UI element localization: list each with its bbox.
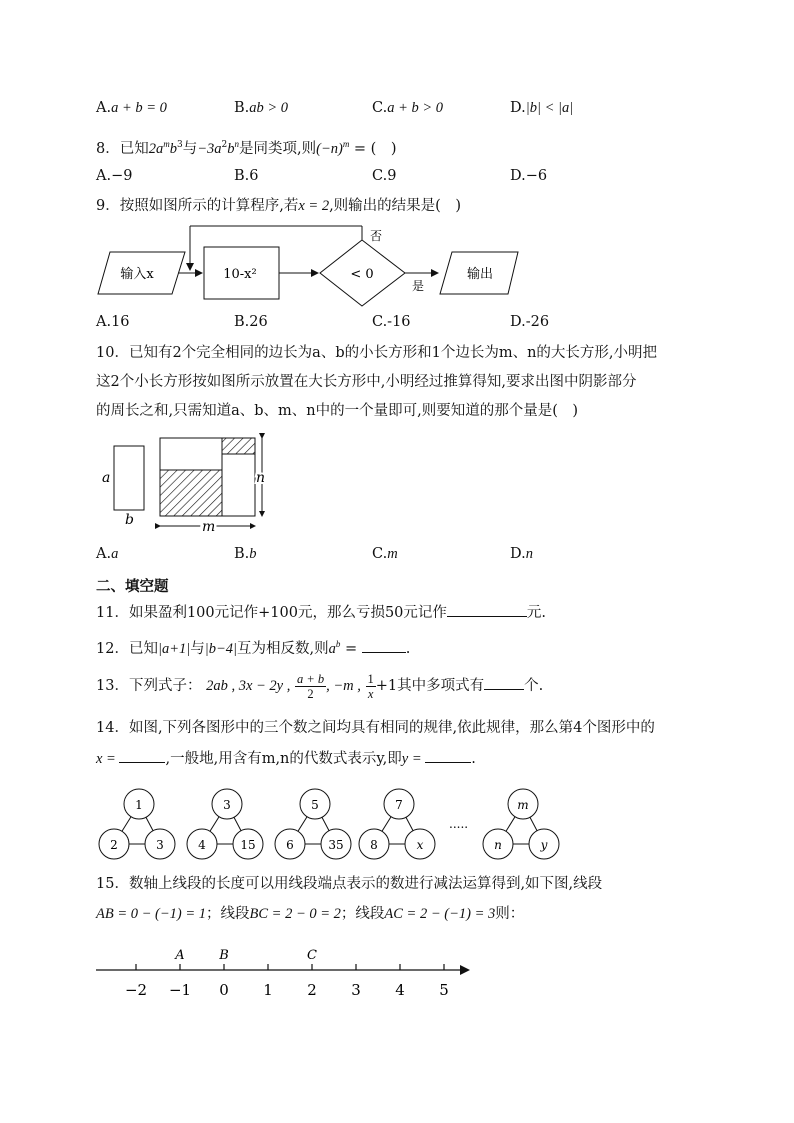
flow-input-label: 输入x xyxy=(120,267,154,282)
q10-figure xyxy=(96,432,276,540)
q13-answer-blank[interactable] xyxy=(484,675,524,690)
circle-value-left: 8 xyxy=(370,838,378,852)
circle-value-left: 4 xyxy=(198,838,206,852)
q7-option-d: D.|b| < |a| xyxy=(510,100,574,116)
axis-tick-label: −1 xyxy=(168,981,192,999)
q15-stem-line1: 15．数轴上线段的长度可以用线段端点表示的数进行减法运算得到,如下图,线段 xyxy=(96,876,603,892)
circle-value-right: x xyxy=(416,838,424,852)
triangle-figure-2 xyxy=(187,789,263,859)
flow-no-label: 否 xyxy=(369,229,383,243)
inner-vertical-rect xyxy=(222,454,255,516)
q10-option-a: A.a xyxy=(96,546,119,562)
q8-stem: 8．已知$2a^mb^3$与$-3a^2b^n$是同类项,则$(-n)^m$ = ( ) xyxy=(96,139,397,157)
circle-value-left: 2 xyxy=(110,838,118,852)
q7-option-c: C.a + b > 0 xyxy=(372,100,444,116)
q15-number-line xyxy=(94,940,474,1004)
small-rectangle xyxy=(114,446,144,510)
label-b: b xyxy=(125,512,134,528)
label-a: a xyxy=(102,470,111,486)
circle-value-top: 5 xyxy=(311,798,319,812)
q7-option-b: B.ab > 0 xyxy=(234,100,289,116)
q8-option-d: D.−6 xyxy=(510,168,548,184)
circle-value-top: 1 xyxy=(135,798,143,812)
q8-option-c: C.9 xyxy=(372,168,397,184)
q9-option-c: C.-16 xyxy=(372,314,411,330)
circle-value-top: m xyxy=(517,798,529,812)
q12-answer-blank[interactable] xyxy=(362,638,406,653)
q10-option-c: C.m xyxy=(372,546,398,562)
q8-option-a: A.−9 xyxy=(96,168,133,184)
q9-option-b: B.26 xyxy=(234,314,268,330)
point-label-c: C xyxy=(307,948,317,963)
fraction-1-over-x: $\frac{1}{x}$ xyxy=(367,671,374,701)
circle-value-left: n xyxy=(494,838,502,852)
flow-decision-label: < 0 xyxy=(350,267,374,282)
axis-tick-label: 0 xyxy=(219,981,229,999)
circle-value-left: 6 xyxy=(286,838,294,852)
flow-process-label: 10-x² xyxy=(223,267,257,282)
axis-tick-label: 5 xyxy=(439,981,449,999)
q10-stem-line1: 10．已知有2个完全相同的边长为a、b的小长方形和1个边长为m、n的大长方形,小明把 xyxy=(96,345,658,361)
triangle-figure-5 xyxy=(483,789,559,859)
q10-option-d: D.n xyxy=(510,546,533,562)
flow-output-label: 输出 xyxy=(466,267,494,282)
shaded-region-1 xyxy=(160,470,222,516)
q9-option-a: A.16 xyxy=(96,314,130,330)
q14-x-answer-blank[interactable] xyxy=(119,748,165,763)
q14-stem-line1: 14．如图,下列各图形中的三个数之间均具有相同的规律,依此规律，那么第4个图形中的 xyxy=(96,720,655,736)
circle-value-right: y xyxy=(540,838,548,852)
circle-value-right: 15 xyxy=(240,838,256,852)
axis-tick-label: 2 xyxy=(307,981,317,999)
q14-triangle-figures xyxy=(94,784,564,864)
triangle-figure-4 xyxy=(359,789,435,859)
axis-tick-label: 4 xyxy=(395,981,405,999)
axis-tick-label: 3 xyxy=(351,981,361,999)
axis-tick-label: −2 xyxy=(124,981,148,999)
fraction-a-plus-b-over-2: $\frac{a + b}{2}$ xyxy=(296,671,325,701)
point-label-b: B xyxy=(219,948,229,963)
section-title-fill-in: 二、填空题 xyxy=(96,579,169,595)
axis-tick-label: 1 xyxy=(263,981,273,999)
circle-value-right: 35 xyxy=(328,838,344,852)
q8-option-b: B.6 xyxy=(234,168,259,184)
triangle-figure-1 xyxy=(99,789,175,859)
q13-stem: 13．下列式子： 2ab , 3x − 2y , $\frac{a + b}{2}$ , −m , $\frac{1}{x}$ +1其中多项式有 个. xyxy=(96,671,544,701)
q7-option-a: A.a + b = 0 xyxy=(96,100,167,116)
point-label-a: A xyxy=(175,948,185,963)
ellipsis: ..... xyxy=(449,817,469,831)
shaded-region-2 xyxy=(222,438,255,454)
flow-yes-label: 是 xyxy=(411,279,425,293)
q10-stem-line2: 这2个小长方形按如图所示放置在大长方形中,小明经过推算得知,要求出图中阴影部分 xyxy=(96,374,637,390)
q11-answer-blank[interactable] xyxy=(447,602,527,617)
q10-stem-line3: 的周长之和,只需知道a、b、m、n中的一个量即可,则要知道的那个量是( ) xyxy=(96,403,579,419)
q14-stem-line2: x = ,一般地,用含有m,n的代数式表示y,即y = . xyxy=(96,748,476,769)
q9-flowchart xyxy=(90,220,530,310)
q15-stem-line2: AB = 0 − (−1) = 1；线段BC = 2 − 0 = 2；线段AC = 2 − (−1) = 3则： xyxy=(96,906,525,922)
q9-option-d: D.-26 xyxy=(510,314,550,330)
circle-value-right: 3 xyxy=(156,838,164,852)
q14-y-answer-blank[interactable] xyxy=(425,748,471,763)
circle-value-top: 7 xyxy=(395,798,403,812)
q10-option-b: B.b xyxy=(234,546,257,562)
label-m: m xyxy=(202,519,216,535)
q11-stem: 11．如果盈利100元记作+100元，那么亏损50元记作 元. xyxy=(96,602,546,623)
q9-stem: 9．按照如图所示的计算程序,若x = 2,则输出的结果是( ) xyxy=(96,198,462,214)
label-n: n xyxy=(256,470,266,486)
circle-value-top: 3 xyxy=(223,798,231,812)
triangle-figure-3 xyxy=(275,789,351,859)
q12-stem: 12．已知|a+1|与|b−4|互为相反数,则$a^b$ = . xyxy=(96,639,411,657)
axis-arrow xyxy=(460,965,470,975)
